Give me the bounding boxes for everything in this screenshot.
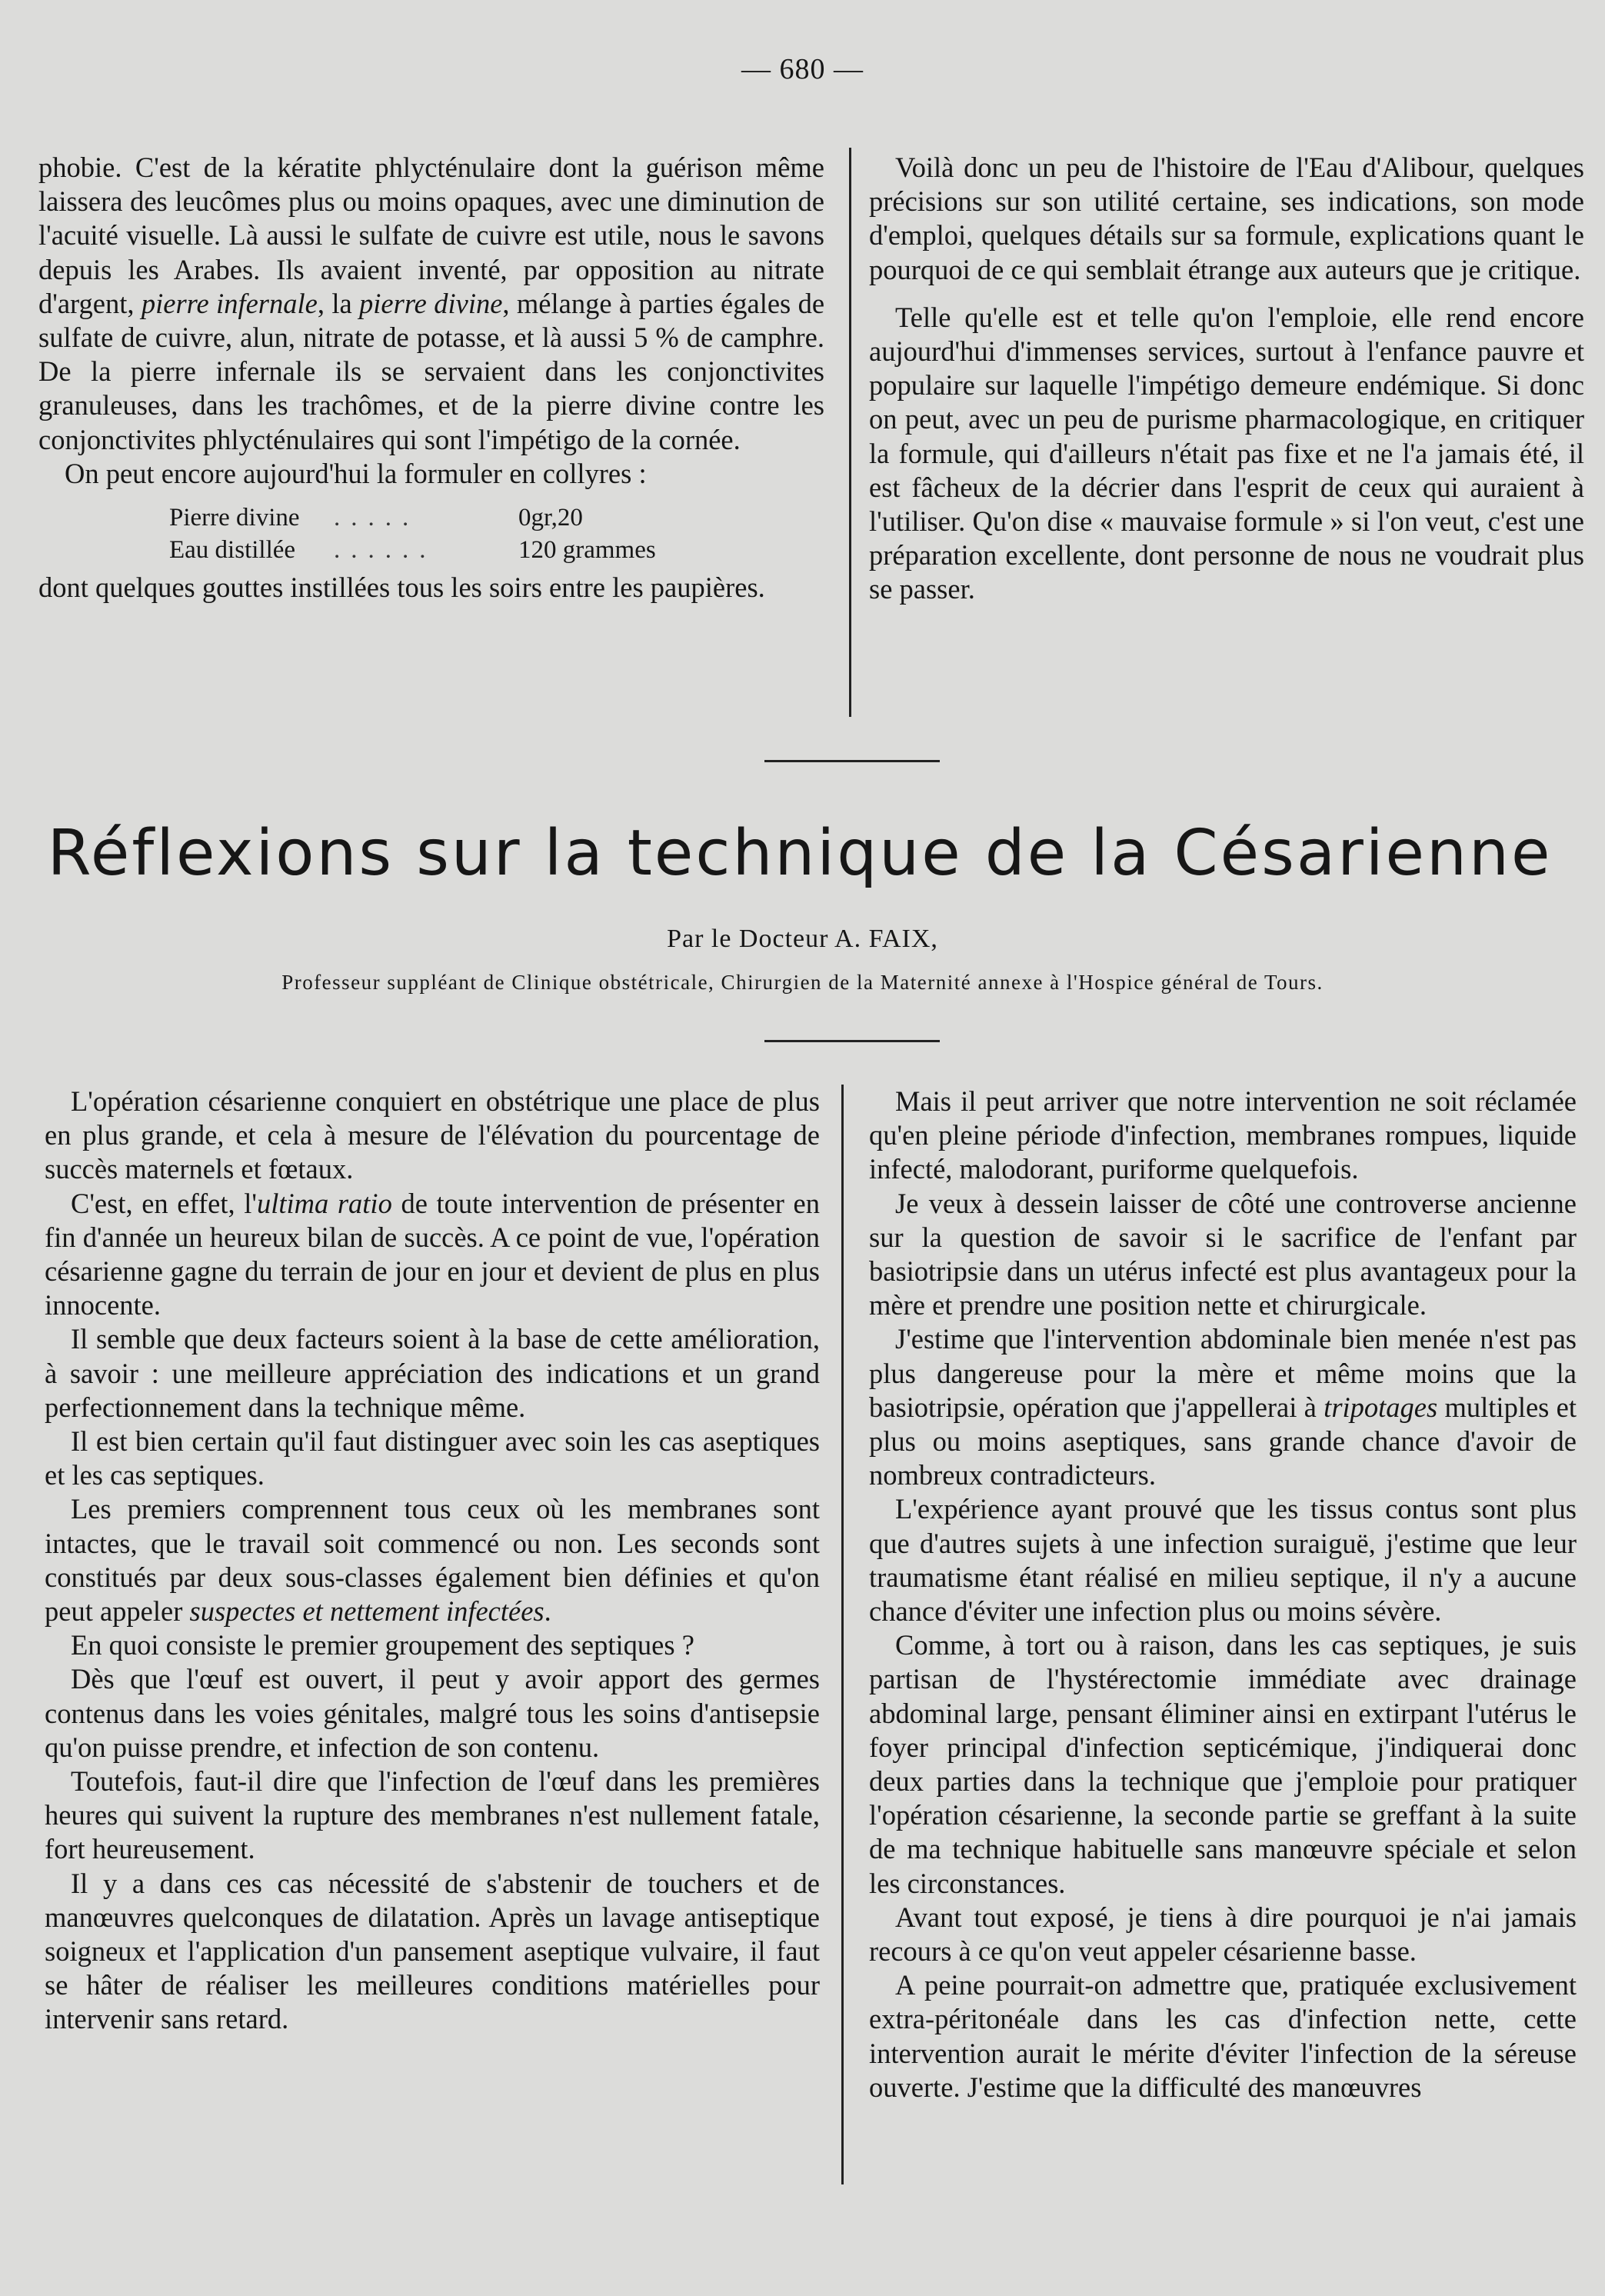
bottom-right-column bbox=[869, 1085, 1577, 2104]
paragraph bbox=[38, 151, 824, 457]
paragraph: Dès que l'œuf est ouvert, il peut y avoir apport des germes contenus dans les voies génitales, malgré tous les soins d'antisepsie qu'on puisse prendre, et infection de son contenu. bbox=[45, 1663, 820, 1763]
paragraph: Je veux à dessein laisser de côté une controverse ancienne sur la question de savoir si le sacrifice de l'enfant par basiotripsie dans un utérus infecté est plus avantageux pour la mère et prendre une position nette et chirurgicale. bbox=[869, 1187, 1577, 1321]
recipe-leader-dots: ..... bbox=[334, 504, 420, 532]
recipe-table bbox=[38, 502, 824, 566]
paragraph: Mais il peut arriver que notre intervention ne soit réclamée qu'en pleine période d'infection, membranes rompues, liquide infecté, malodorant, puriforme quelquefois. bbox=[869, 1085, 1577, 1185]
text-run: . bbox=[544, 1595, 551, 1628]
paragraph bbox=[869, 1322, 1577, 1492]
text-run: J'estime que l'intervention abdominale bien menée n'est pas plus dangereuse pour la mère et même moins que la basiotripsie, opération que j'appellerai à bbox=[869, 1323, 1577, 1423]
paragraph: Comme, à tort ou à raison, dans les cas septiques, je suis partisan de l'hystérectomie immédiate avec drainage abdominal large, pensant éliminer ainsi en extirpant l'utérus le foyer principal d'infection septicémique, j'indiquerai donc deux parties dans la technique que j'emploie pour pratiquer l'opération césarienne, la seconde partie se greffant à la suite de ma technique habituelle sans manœuvre spéciale et selon les circonstances. bbox=[869, 1629, 1577, 1899]
text-run: phobie. C'est de la kératite phlycténulaire dont la guérison même laissera des leucômes plus ou moins opaques, avec une diminution de l'acuité visuelle. Là aussi le sulfate de cuivre est utile, nous le savons depuis les Arabes. Ils avaient inventé, par opposition au nitrate d'argent, bbox=[38, 152, 824, 319]
text-run: Les premiers comprennent tous ceux où les membranes sont intactes, que le travail soit commencé ou non. Les seconds sont constitués par deux sous-classes également bien définies et qu'on peut appeler bbox=[45, 1493, 820, 1628]
article-byline: Par le Docteur A. FAIX, bbox=[667, 925, 938, 953]
recipe-ingredient: Eau distillée bbox=[169, 536, 296, 565]
paragraph: Voilà donc un peu de l'histoire de l'Eau d'Alibour, quelques précisions sur son utilité certaine, ses indications, son mode d'emploi, quelques détails sur sa formule, explications quant le pourquoi de ce qui semblait étrange aux auteurs que je critique. bbox=[869, 152, 1584, 285]
recipe-row bbox=[38, 502, 824, 534]
recipe-quantity: 120 grammes bbox=[518, 536, 656, 565]
paragraph: Avant tout exposé, je tiens à dire pourquoi je n'ai jamais recours à ce qu'on veut appeler césarienne basse. bbox=[869, 1901, 1577, 1968]
paragraph: Il semble que deux facteurs soient à la base de cette amélioration, à savoir : une meilleure appréciation des indications et un grand perfectionnement dans la technique même. bbox=[45, 1323, 820, 1423]
top-left-column bbox=[38, 151, 824, 605]
recipe-row bbox=[38, 534, 824, 566]
paragraph bbox=[45, 1187, 820, 1323]
bottom-left-column bbox=[45, 1085, 820, 2037]
text-run: , la bbox=[317, 287, 352, 319]
recipe-quantity: 0gr,20 bbox=[518, 504, 583, 532]
recipe-ingredient: Pierre divine bbox=[169, 504, 300, 532]
recipe-leader-dots: ...... bbox=[334, 536, 437, 565]
header-separator bbox=[764, 1040, 940, 1042]
italic-term: tripotages bbox=[1324, 1391, 1438, 1423]
paragraph: L'opération césarienne conquiert en obstétrique une place de plus en plus grande, et cela à mesure de l'élévation du pourcentage de succès maternels et fœtaux. bbox=[45, 1085, 820, 1185]
column-divider bbox=[849, 148, 851, 717]
paragraph bbox=[45, 1492, 820, 1628]
text-run: , mélange à parties égales de sulfate de cuivre, alun, nitrate de potasse, et là aussi 5 % de camphre. De la pierre infernale ils se servaient dans les conjonctivites granuleuses, dans les trachômes, et de la pierre divine contre les conjonctivites phlycténulaires qui sont l'impétigo de la cornée. bbox=[38, 287, 825, 455]
paragraph: Il est bien certain qu'il faut distinguer avec soin les cas aseptiques et les cas septiques. bbox=[45, 1425, 820, 1491]
text-run: multiples et plus ou moins aseptiques, sans grande chance d'avoir de nombreux contradicteurs. bbox=[869, 1391, 1577, 1491]
paragraph: dont quelques gouttes instillées tous les soirs entre les paupières. bbox=[38, 572, 765, 604]
column-divider bbox=[841, 1085, 844, 2184]
text-run: de toute intervention de présenter en fin d'année un heureux bilan de succès. A ce point de vue, l'opération césarienne gagne du terrain de jour en jour et devient de plus en plus innocente. bbox=[45, 1187, 820, 1321]
section-separator bbox=[764, 760, 940, 762]
paragraph: A peine pourrait-on admettre que, pratiquée exclusivement extra-péritonéale dans les cas d'infection nette, cette intervention aurait le mérite d'éviter l'infection de la séreuse ouverte. J'estime que la difficulté des manœuvres bbox=[869, 1969, 1577, 2103]
italic-term: pierre infernale bbox=[141, 287, 318, 319]
italic-term: ultima ratio bbox=[256, 1187, 392, 1219]
text-run: C'est, en effet, l' bbox=[71, 1187, 257, 1219]
italic-term: suspectes et nettement infectées bbox=[189, 1595, 544, 1628]
paragraph: Il y a dans ces cas nécessité de s'abstenir de touchers et de manœuvres quelconques de dilatation. Après un lavage antiseptique soigneux et l'application d'un pansement aseptique vulvaire, il faut se hâter de réaliser les meilleures conditions matérielles pour intervenir sans retard. bbox=[45, 1867, 820, 2035]
article-title: Réflexions sur la technique de la Césarienne bbox=[47, 817, 1553, 890]
paragraph: Telle qu'elle est et telle qu'on l'emploie, elle rend encore aujourd'hui d'immenses services, surtout à l'enfance pauvre et populaire sur laquelle l'impétigo demeure endémique. Si donc on peut, avec un peu de purisme pharmacologique, en critiquer la formule, qui d'ailleurs n'était pas fixe et ne l'a jamais été, il est fâcheux de la décrier dans l'esprit de ceux qui auraient à l'utiliser. Qu'on dise « mauvaise formule » si l'on veut, c'est une préparation excellente, dont personne de nous ne voudrait plus se passer. bbox=[869, 301, 1584, 605]
paragraph: Toutefois, faut-il dire que l'infection de l'œuf dans les premières heures qui suivent la rupture des membranes n'est nullement fatale, fort heureusement. bbox=[45, 1765, 820, 1865]
page-number: — 680 — bbox=[741, 53, 864, 85]
author-affiliation: Professeur suppléant de Clinique obstétricale, Chirurgien de la Maternité annexe à l'Hospice général de Tours. bbox=[281, 971, 1324, 994]
paragraph: En quoi consiste le premier groupement des septiques ? bbox=[71, 1629, 694, 1661]
paragraph: L'expérience ayant prouvé que les tissus contus sont plus que d'autres sujets à une infection suraiguë, j'estime que leur traumatisme étant réalisé en milieu septique, il n'y a aucune chance d'éviter une infection plus ou moins sévère. bbox=[869, 1493, 1577, 1628]
italic-term: pierre divine bbox=[359, 287, 503, 319]
paragraph: On peut encore aujourd'hui la formuler en collyres : bbox=[65, 457, 647, 489]
top-right-column bbox=[869, 151, 1584, 607]
